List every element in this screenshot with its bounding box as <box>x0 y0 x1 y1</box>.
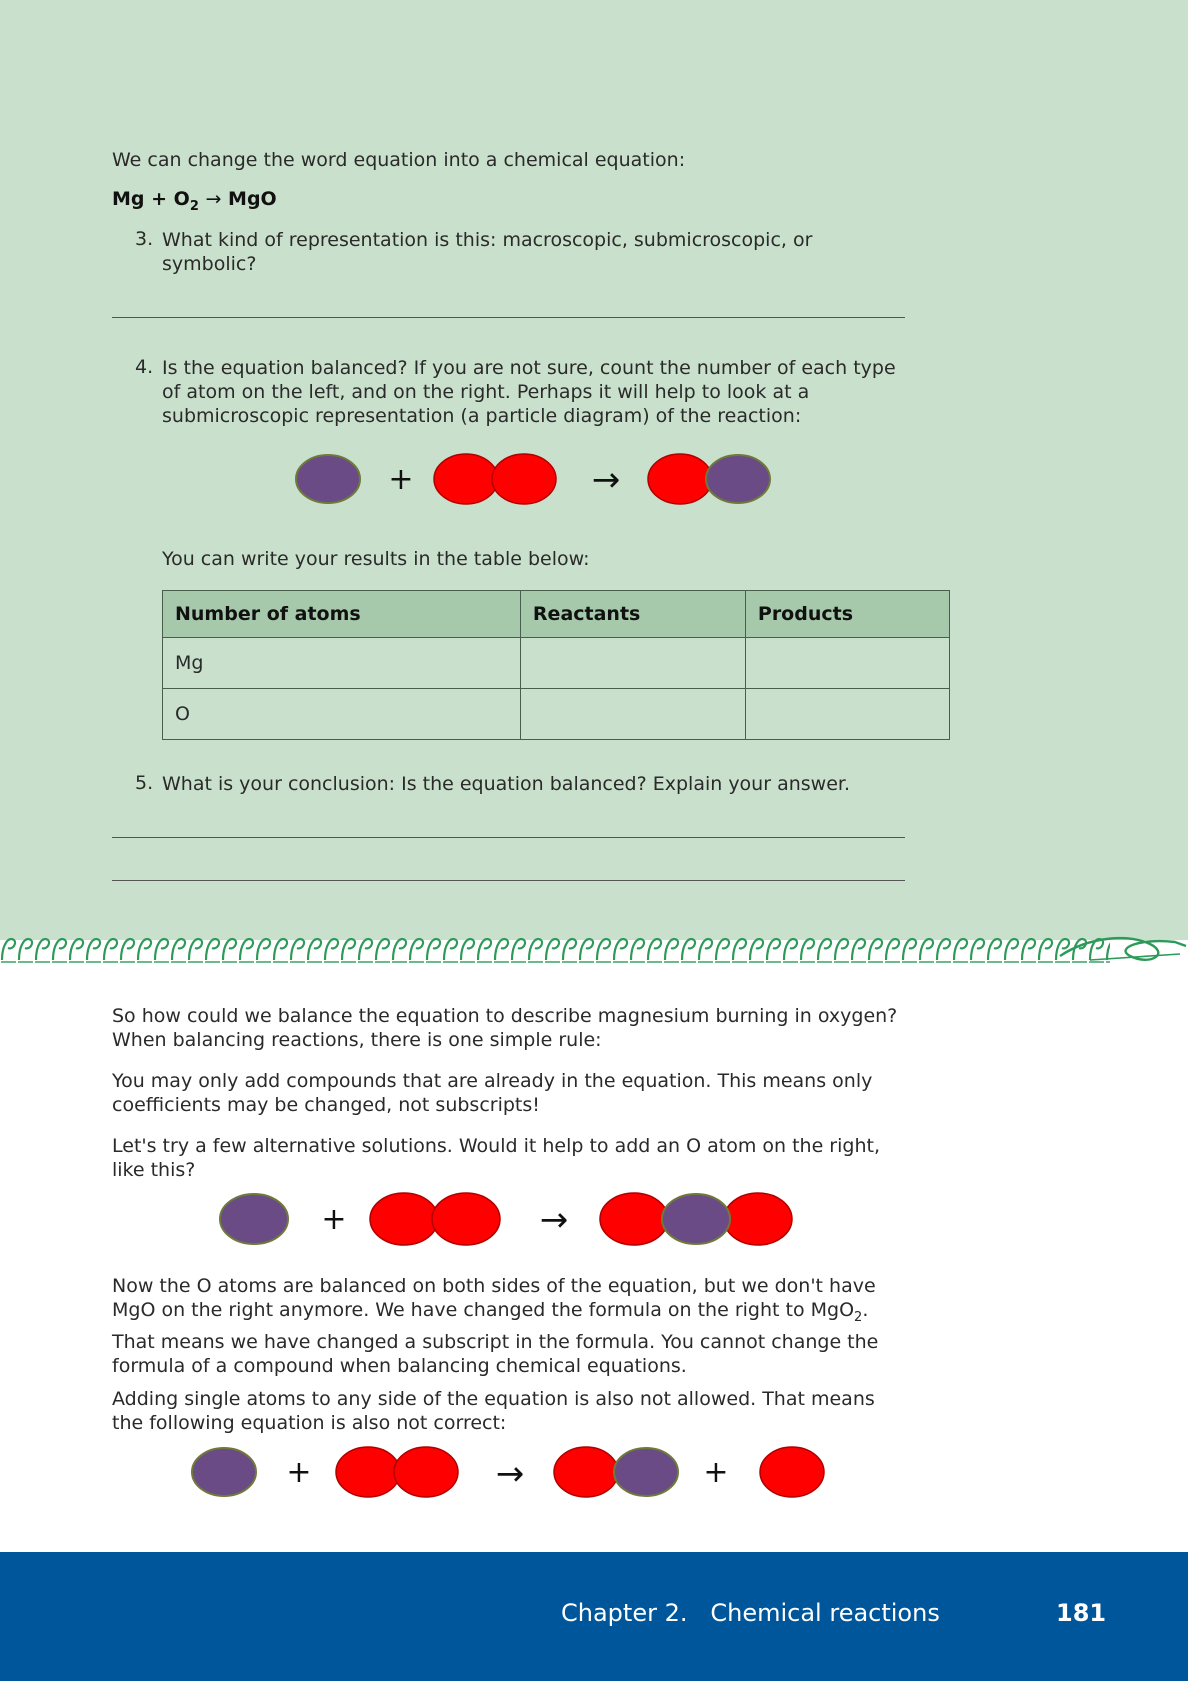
col-header: Number of atoms <box>163 591 521 638</box>
table-intro: You can write your results in the table below: <box>162 548 590 570</box>
o-atom <box>394 1447 458 1497</box>
plus-sign: + <box>703 1455 729 1490</box>
arrow-symbol: → <box>539 1200 569 1240</box>
question-4-text: Is the equation balanced? If you are not sure, count the number of each type of atom on the left, and on the right. Perhaps it will help to look at a submicroscopic representation (a particle diagram) of the reaction: <box>162 357 896 427</box>
row-label: O <box>163 689 521 740</box>
o-atom <box>724 1193 792 1245</box>
o-atom <box>336 1447 400 1497</box>
mg-atom <box>192 1448 256 1496</box>
answer-cell[interactable] <box>745 638 949 689</box>
chapter-title: Chapter 2. Chemical reactions <box>561 1599 940 1627</box>
mg-atom <box>706 455 770 503</box>
particle-diagram-changed-subscript <box>210 1188 810 1252</box>
mg-atom <box>662 1194 730 1244</box>
table-header-row <box>163 591 950 638</box>
mg-atom <box>614 1448 678 1496</box>
o-atom <box>600 1193 668 1245</box>
o-atom <box>648 454 712 504</box>
question-5-text: What is your conclusion: Is the equation balanced? Explain your answer. <box>162 773 850 795</box>
question-5-number: 5. <box>135 772 154 794</box>
paragraph: Let's try a few alternative solutions. Would it help to add an O atom on the right, like this? <box>112 1135 880 1181</box>
o-atom <box>554 1447 618 1497</box>
arrow-symbol: → <box>591 460 621 500</box>
row-label: Mg <box>163 638 521 689</box>
answer-cell[interactable] <box>520 689 745 740</box>
plus-sign: + <box>286 1455 312 1490</box>
col-header: Reactants <box>520 591 745 638</box>
answer-line-q5[interactable] <box>112 880 905 881</box>
rope-divider <box>0 926 1188 970</box>
page-number: 181 <box>1056 1599 1107 1627</box>
particle-diagram-unbalanced <box>290 448 780 510</box>
arrow-symbol: → <box>495 1454 525 1494</box>
plus-sign: + <box>388 462 414 497</box>
paragraph: Adding single atoms to any side of the equation is also not allowed. That means the following equation is also not correct: <box>112 1388 875 1434</box>
answer-line-q5[interactable] <box>112 837 905 838</box>
o-atom <box>370 1193 438 1245</box>
plus-sign: + <box>321 1202 347 1237</box>
particle-diagram-single-atom <box>184 1441 834 1505</box>
paragraph-mgo2: Now the O atoms are balanced on both sides of the equation, but we don't have MgO on the right anymore. We have changed the formula on the right to MgO$_2$. That means we have changed a subscript in the formula. You cannot change the formula of a compound when balancing chemical equations. <box>112 1275 879 1377</box>
intro-text: We can change the word equation into a chemical equation: <box>112 149 686 171</box>
question-3-number: 3. <box>135 228 154 250</box>
col-header: Products <box>745 591 949 638</box>
question-4-number: 4. <box>135 356 154 378</box>
atom-count-table <box>162 590 950 740</box>
o-atom <box>432 1193 500 1245</box>
answer-cell[interactable] <box>745 689 949 740</box>
table-row <box>163 689 950 740</box>
question-3-text: What kind of representation is this: macroscopic, submicroscopic, or symbolic? <box>162 229 813 275</box>
o-atom <box>492 454 556 504</box>
mg-atom <box>220 1194 288 1244</box>
table-row <box>163 638 950 689</box>
chemical-equation: $Mg + O_2$ → MgO <box>112 188 277 214</box>
o-atom <box>760 1447 824 1497</box>
answer-line-q3[interactable] <box>112 317 905 318</box>
answer-cell[interactable] <box>520 638 745 689</box>
paragraph: So how could we balance the equation to describe magnesium burning in oxygen? When balancing reactions, there is one simple rule: <box>112 1005 898 1051</box>
paragraph: You may only add compounds that are already in the equation. This means only coefficients may be changed, not subscripts! <box>112 1070 873 1116</box>
mg-atom <box>296 455 360 503</box>
o-atom <box>434 454 498 504</box>
